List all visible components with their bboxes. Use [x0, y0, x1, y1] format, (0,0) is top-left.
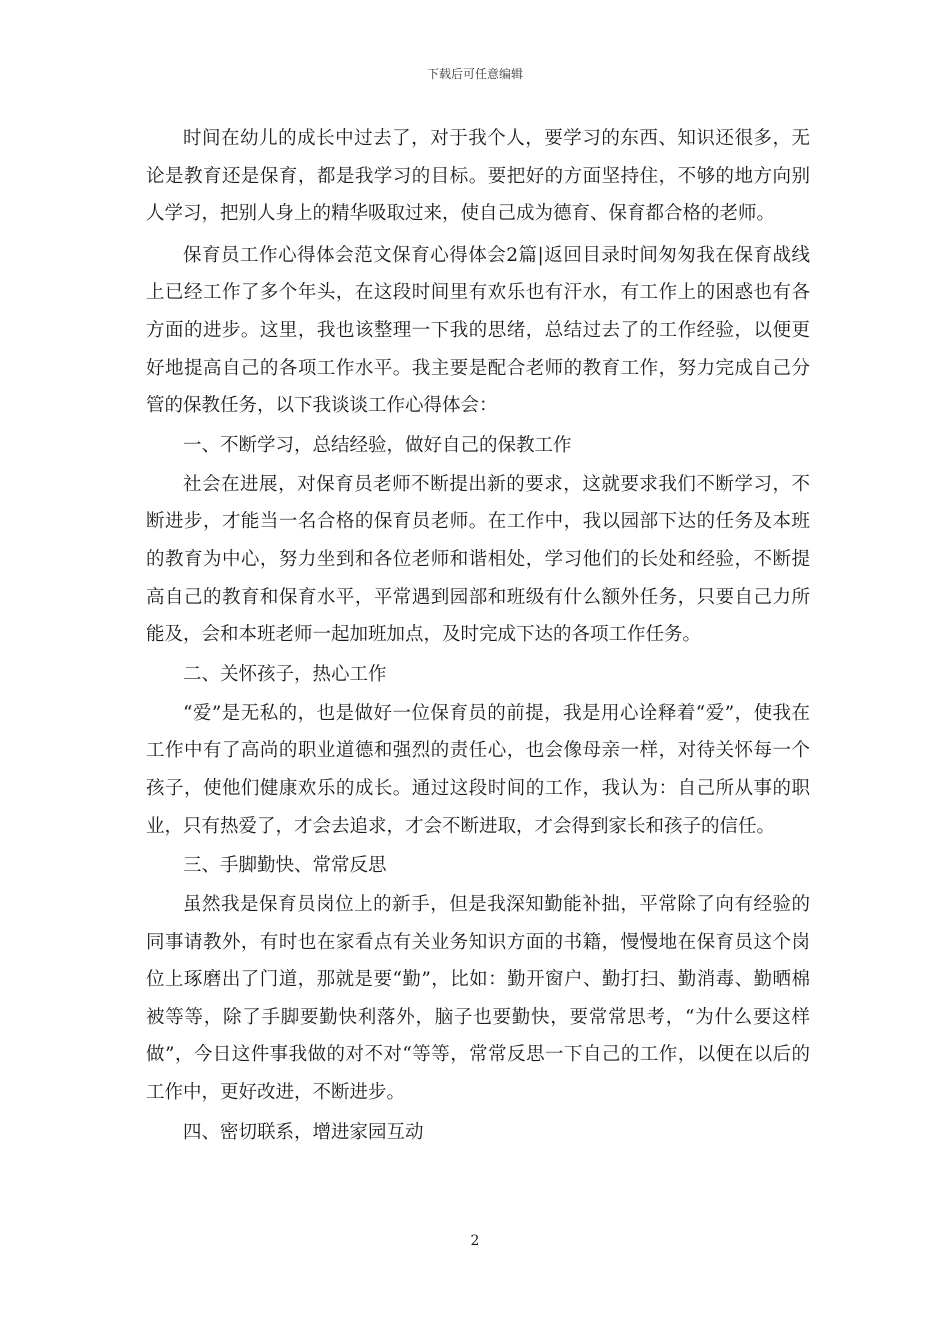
page-number: 2: [470, 1233, 480, 1249]
paragraph-section-3: 虽然我是保育员岗位上的新手，但是我深知勤能补拙，平常除了向有经验的同事请教外，有时也在家看点有关业务知识方面的书籍，慢慢地在保育员这个岗位上琢磨出了门道，那就是要“勤”，比如：勤开窗户、勤打扫、勤消毒、勤晒棉被等等，除了手脚要勤快利落外，脑子也要勤快，要常常思考，“为什么要这样做”，今日这件事我做的对不对“等等，常常反思一下自己的工作，以便在以后的工作中，更好改进，不断进步。: [146, 894, 810, 1104]
section-heading-4: 四、密切联系，增进家园互动: [183, 1121, 424, 1143]
section-heading-3: 三、手脚勤快、常常反思: [183, 855, 387, 877]
section-heading-2: 二、关怀孩子，热心工作: [183, 663, 387, 685]
document-body: [146, 120, 810, 1153]
section-heading-1: 一、不断学习，总结经验，做好自己的保教工作: [183, 434, 572, 456]
paragraph-section-1: 社会在进展，对保育员老师不断提出新的要求，这就要求我们不断学习，不断进步，才能当一名合格的保育员老师。在工作中，我以园部下达的任务及本班的教育为中心，努力坐到和各位老师和谐相处，学习他们的长处和经验，不断提高自己的教育和保育水平，平常遇到园部和班级有什么额外任务，只要自己力所能及，会和本班老师一起加班加点，及时完成下达的各项工作任务。: [146, 473, 810, 646]
paragraph-article-intro: 保育员工作心得体会范文保育心得体会2篇|返回目录时间匆匆我在保育战线上已经工作了多个年头，在这段时间里有欢乐也有汗水，有工作上的困惑也有各方面的进步。这里，我也该整理一下我的思绪，总结过去了的工作经验，以便更好地提高自己的各项工作水平。我主要是配合老师的教育工作，努力完成自己分管的保教任务，以下我谈谈工作心得体会：: [146, 244, 810, 417]
paragraph-section-2: “爱”是无私的，也是做好一位保育员的前提，我是用心诠释着“爱”，使我在工作中有了高尚的职业道德和强烈的责任心，也会像母亲一样，对待关怀每一个孩子，使他们健康欢乐的成长。通过这段时间的工作，我认为：自己所从事的职业，只有热爱了，才会去追求，才会不断进取，才会得到家长和孩子的信任。: [146, 702, 810, 837]
paragraph-closing-reflection: 时间在幼儿的成长中过去了，对于我个人，要学习的东西、知识还很多，无论是教育还是保育，都是我学习的目标。要把好的方面坚持住，不够的地方向别人学习，把别人身上的精华吸取过来，使自己成为德育、保育都合格的老师。: [146, 128, 810, 225]
page-header: 下载后可任意编辑: [426, 67, 523, 81]
